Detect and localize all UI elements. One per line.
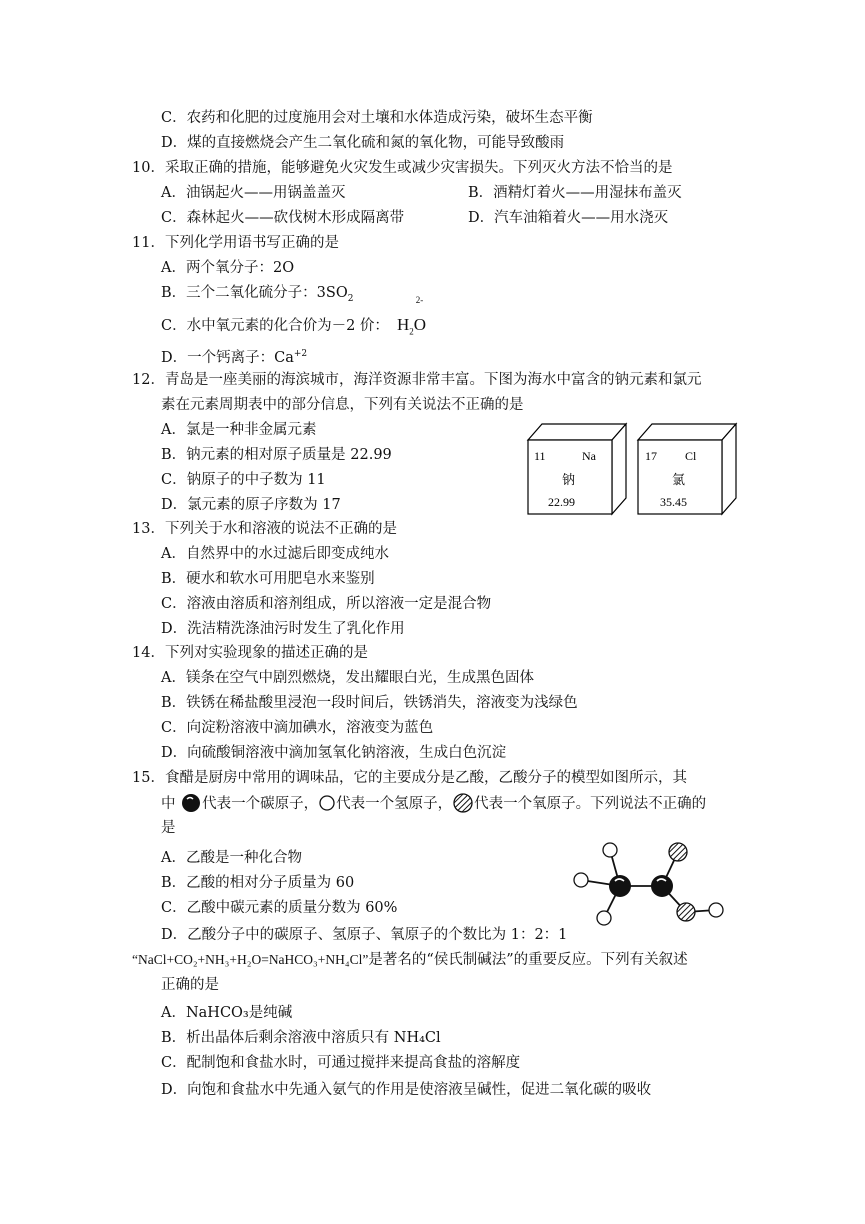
- q15-stem-line2-a: 中: [161, 796, 176, 812]
- q11-option-d-text: D．一个钙离子：Ca: [161, 349, 294, 366]
- q12-stem-line1: 12．青岛是一座美丽的海滨城市，海洋资源非常丰富。下图为海水中富含的钠元素和氯元: [132, 372, 702, 388]
- q10-option-b: B．酒精灯着火——用湿抹布盖灭: [468, 185, 682, 201]
- na-symbol: Na: [582, 449, 596, 463]
- q16-option-c: C．配制饱和食盐水时，可通过搅拌来提高食盐的溶解度: [161, 1055, 521, 1071]
- chlorine-element-box: [638, 424, 736, 514]
- hydrogen-atom-top: [603, 843, 617, 857]
- q15-stem-line2-c: 代表一个氢原子，: [336, 796, 453, 812]
- q16-option-d: D．向饱和食盐水中先通入氨气的作用是使溶液呈碱性，促进二氧化碳的吸收: [161, 1082, 652, 1098]
- q14-option-d: D．向硫酸铜溶液中滴加氢氧化钠溶液，生成白色沉淀: [161, 745, 507, 761]
- q11-option-c-formula: [396, 295, 426, 337]
- q11-option-c-text: C．水中氧元素的化合价为－2 价：: [161, 318, 389, 334]
- q11-option-d-sup: +2: [293, 349, 308, 359]
- q15-stem-line3: 是: [161, 820, 176, 836]
- q16-stem-line1: [132, 950, 688, 970]
- cl-symbol: Cl: [685, 449, 697, 463]
- q15-stem-line1: 15．食醋是厨房中常用的调味品，它的主要成分是乙酸，乙酸分子的模型如图所示，其: [132, 770, 687, 786]
- q10-stem: 10．采取正确的措施，能够避免火灾发生或减少灾害损失。下列灭火方法不恰当的是: [132, 160, 673, 176]
- na-atomic-number: 11: [534, 449, 546, 463]
- q11-stem: 11．下列化学用语书写正确的是: [132, 235, 339, 251]
- q13-option-c: C．溶液由溶质和溶剂组成，所以溶液一定是混合物: [161, 596, 492, 612]
- hydrogen-atom-icon: [318, 793, 336, 813]
- q16-stem-line1-rest: 是著名的“侯氏制碱法”的重要反应。下列有关叙述: [368, 952, 688, 968]
- q11-option-d: [161, 344, 307, 364]
- q11-formula-sub: 2: [409, 326, 414, 337]
- q16-stem-line2: 正确的是: [161, 977, 219, 993]
- q15-option-c: C．乙酸中碳元素的质量分数为 60%: [161, 900, 398, 916]
- q11-formula-o-wrap: [413, 295, 426, 334]
- carbon-atom-left: [609, 875, 631, 897]
- q10-option-c: C．森林起火——砍伐树木形成隔离带: [161, 210, 405, 226]
- q16-option-a: A．NaHCO₃是纯碱: [161, 1005, 293, 1021]
- q10-option-d: D．汽车油箱着火——用水浇灭: [468, 210, 669, 226]
- q12-option-d: D．氯元素的原子序数为 17: [161, 497, 341, 513]
- cl-atomic-number: 17: [645, 449, 657, 463]
- cl-mass: 35.45: [660, 495, 687, 509]
- q11-option-a: A．两个氧分子：2O: [161, 260, 295, 276]
- q10-option-a: A．油锅起火——用锅盖盖灭: [161, 185, 346, 201]
- q15-stem-line2: [161, 793, 706, 813]
- q11-option-c: [161, 295, 426, 338]
- q11-option-b: [161, 283, 353, 303]
- q14-option-b: B．铁锈在稀盐酸里浸泡一段时间后，铁锈消失，溶液变为浅绿色: [161, 695, 578, 711]
- q13-option-b: B．硬水和软水可用肥皂水来鉴别: [161, 571, 375, 587]
- cl-name: 氯: [672, 473, 686, 488]
- q16-equation: “NaCl+CO₂+NH₃+H₂O=NaHCO₃+NH₄Cl”: [132, 952, 369, 967]
- q9-option-d: D．煤的直接燃烧会产生二氧化硫和氮的氧化物，可能导致酸雨: [161, 135, 565, 151]
- q13-option-d: D．洗洁精洗涤油污时发生了乳化作用: [161, 621, 405, 637]
- q11-formula-charge: 2-: [415, 295, 424, 305]
- q9-option-c: C．农药和化肥的过度施用会对土壤和水体造成污染，破坏生态平衡: [161, 110, 593, 126]
- carbon-atom-right: [651, 875, 673, 897]
- q15-option-d: D．乙酸分子中的碳原子、氢原子、氧原子的个数比为 1：2：1: [161, 927, 568, 943]
- q12-option-a: A．氯是一种非金属元素: [161, 422, 317, 438]
- molecule-bonds: [581, 850, 716, 918]
- q11-formula-h: H: [396, 315, 410, 334]
- hydrogen-atom-left: [574, 873, 588, 887]
- q11-option-b-text: B．三个二氧化硫分子：3SO: [161, 285, 348, 301]
- hydrogen-atom-bottom: [597, 911, 611, 925]
- sodium-element-box: [528, 424, 626, 514]
- oxygen-atom-hydroxyl: [677, 903, 695, 921]
- q15-stem-line2-d: 代表一个氧原子。下列说法不正确的: [474, 796, 707, 812]
- carbon-atom-icon: [180, 793, 202, 813]
- na-name: 钠: [562, 473, 576, 488]
- q14-option-a: A．镁条在空气中剧烈燃烧，发出耀眼白光，生成黑色固体: [161, 670, 534, 686]
- q11-option-b-sub: 2: [347, 293, 354, 304]
- na-mass: 22.99: [548, 495, 575, 509]
- oxygen-atom-double: [669, 843, 687, 861]
- q11-formula-o: O: [413, 315, 426, 334]
- q12-option-c: C．钠原子的中子数为 11: [161, 472, 326, 488]
- q13-stem: 13．下列关于水和溶液的说法不正确的是: [132, 521, 397, 537]
- q12-stem-line2: 素在元素周期表中的部分信息，下列有关说法不正确的是: [161, 397, 524, 413]
- q14-stem: 14．下列对实验现象的描述正确的是: [132, 645, 368, 661]
- q14-option-c: C．向淀粉溶液中滴加碘水，溶液变为蓝色: [161, 720, 434, 736]
- q15-option-b: B．乙酸的相对分子质量为 60: [161, 875, 355, 891]
- q15-stem-line2-b: 代表一个碳原子，: [202, 796, 319, 812]
- acetic-acid-molecule-model: [566, 836, 736, 932]
- q13-option-a: A．自然界中的水过滤后即变成纯水: [161, 546, 389, 562]
- q15-option-a: A．乙酸是一种化合物: [161, 850, 302, 866]
- hydrogen-atom-hydroxyl: [709, 903, 723, 917]
- periodic-element-boxes: [520, 418, 748, 520]
- q16-option-b: B．析出晶体后剩余溶液中溶质只有 NH₄Cl: [161, 1030, 441, 1046]
- q12-option-b: B．钠元素的相对原子质量是 22.99: [161, 447, 392, 463]
- oxygen-atom-icon: [452, 793, 474, 813]
